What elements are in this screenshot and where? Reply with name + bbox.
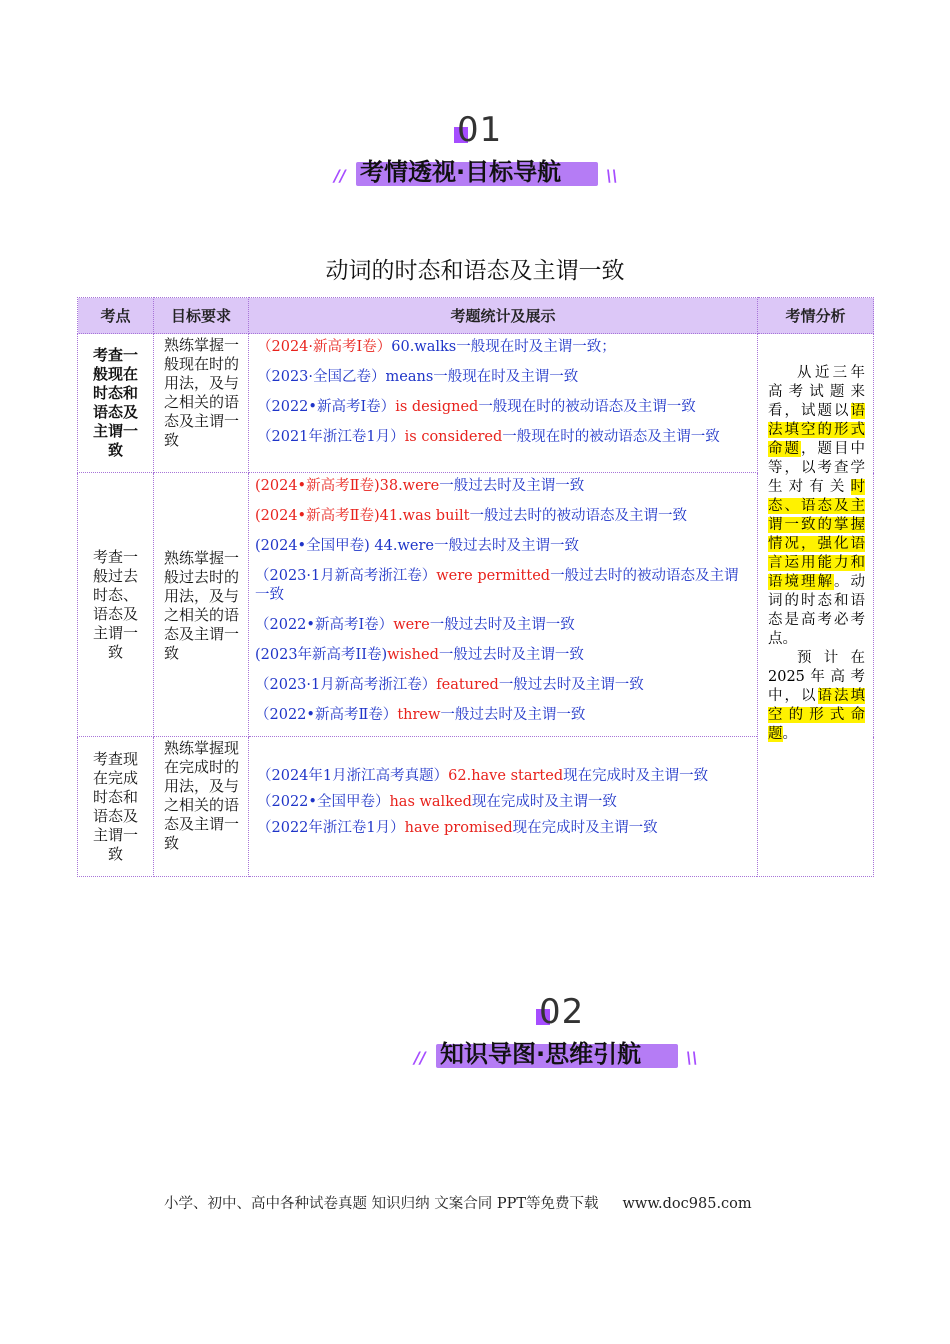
header-kaodian: 考点 — [78, 298, 154, 334]
stat-item: （2022年浙江卷1月）have promised现在完成时及主谓一致 — [257, 820, 658, 836]
stat-item: (2024•新高考Ⅱ卷)41.was built一般过去时的被动语态及主谓一致 — [255, 508, 688, 524]
footer-text: 小学、初中、高中各种试卷真题 知识归纳 文案合同 PPT等免费下载 — [164, 1196, 599, 1212]
header-stats: 考题统计及展示 — [249, 298, 758, 334]
stats-cell — [249, 334, 758, 473]
table-row — [78, 334, 874, 473]
slash-decoration-right: \\ — [606, 166, 618, 185]
stat-item: （2024年1月浙江高考真题）62.have started现在完成时及主谓一致 — [257, 768, 709, 784]
document-title: 动词的时态和语态及主谓一致 — [325, 258, 625, 284]
section-header-1 — [0, 110, 950, 190]
footer-url[interactable]: www.doc985.com — [622, 1196, 752, 1212]
section-title: 知识导图·思维引航 — [440, 1040, 642, 1068]
table-row — [78, 473, 874, 737]
header-analysis: 考情分析 — [758, 298, 874, 334]
stats-cell — [249, 473, 758, 737]
mubiao-cell: 熟练掌握现在完成时的用法，及与之相关的语态及主谓一致 — [154, 737, 249, 877]
mubiao-cell: 熟练掌握一般过去时的用法，及与之相关的语态及主谓一致 — [154, 473, 249, 737]
stat-item: (2023年新高考II卷)wished一般过去时及主谓一致 — [255, 647, 584, 663]
kaodian-cell: 考查一般现在时态和语态及主谓一致 — [78, 334, 154, 473]
section-number: 02 — [539, 992, 585, 1032]
analysis-paragraph-2: 预计在2025年高考中，以语法填空的形式命题。 — [768, 650, 865, 742]
analysis-paragraph-1: 从近三年高考试题来看，试题以语法填空的形式命题，题目中等，以考查学生对有关时态、语态及主谓一致的掌握情况，强化语言运用能力和语境理解。动词的时态和语态是高考必考点。 — [768, 365, 865, 647]
stat-item: （2022•新高考I卷）is designed一般现在时的被动语态及主谓一致 — [257, 399, 696, 415]
slash-decoration-right: \\ — [686, 1048, 698, 1067]
stat-item: （2021年浙江卷1月）is considered一般现在时的被动语态及主谓一致 — [257, 429, 720, 445]
section-header-2 — [0, 992, 950, 1072]
page-footer — [164, 1192, 752, 1213]
analysis-cell — [758, 334, 874, 877]
header-mubiao: 目标要求 — [154, 298, 249, 334]
stat-item: （2022•新高考I卷）were一般过去时及主谓一致 — [255, 617, 575, 633]
stat-item: （2022•全国甲卷）has walked现在完成时及主谓一致 — [257, 794, 617, 810]
slash-decoration-left: // — [334, 166, 346, 185]
section-number: 01 — [457, 110, 503, 150]
stat-item: （2023·1月新高考浙江卷）were permitted一般过去时的被动语态及主谓一致 — [255, 568, 739, 603]
stats-cell — [249, 737, 758, 877]
slash-decoration-left: // — [414, 1048, 426, 1067]
stat-item: （2023·全国乙卷）means一般现在时及主谓一致 — [257, 369, 579, 385]
stat-item: (2024•新高考Ⅱ卷)38.were一般过去时及主谓一致 — [255, 478, 585, 494]
stat-item: （2022•新高考Ⅱ卷）threw一般过去时及主谓一致 — [255, 707, 586, 723]
kaodian-cell: 考查一般过去时态、语态及主谓一致 — [78, 473, 154, 737]
table-row — [78, 737, 874, 877]
kaodian-cell: 考查现在完成时态和语态及主谓一致 — [78, 737, 154, 877]
stat-item: （2023·1月新高考浙江卷）featured一般过去时及主谓一致 — [255, 677, 644, 693]
stat-item: （2024·新高考I卷）60.walks一般现在时及主谓一致； — [257, 339, 616, 355]
exam-analysis-table — [77, 297, 874, 877]
section-title: 考情透视·目标导航 — [360, 158, 562, 186]
mubiao-cell: 熟练掌握一般现在时的用法，及与之相关的语态及主谓一致 — [154, 334, 249, 473]
table-header-row — [78, 298, 874, 334]
stat-item: (2024•全国甲卷) 44.were一般过去时及主谓一致 — [255, 538, 579, 554]
